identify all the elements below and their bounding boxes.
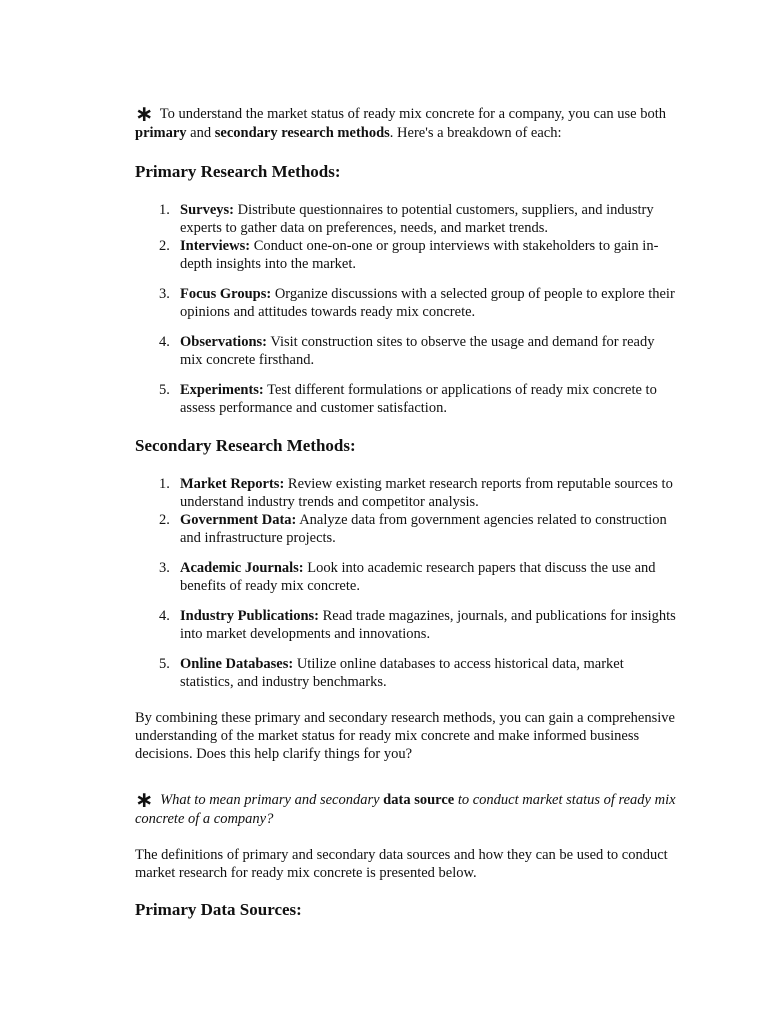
question-text-2: to conduct market status of ready mix concrete of a company? [135, 792, 676, 827]
list-term: Market Reports: [180, 476, 285, 492]
list-number: 5. [159, 656, 170, 672]
list-term: Focus Groups: [180, 286, 272, 302]
list-text: Analyze data from government agencies related to construction and infrastructure projects. [180, 512, 667, 546]
list-item [135, 381, 680, 417]
primary-methods-heading: Primary Research Methods: [135, 162, 341, 181]
list-number: 2. [159, 512, 170, 528]
list-number: 1. [159, 476, 170, 492]
primary-sources-heading: Primary Data Sources: [135, 900, 302, 919]
intro-bold-secondary: secondary research methods [214, 125, 390, 141]
list-text: Conduct one-on-one or group interviews with stakeholders to gain in-depth insights into the market. [180, 238, 659, 272]
list-term: Academic Journals: [180, 560, 304, 576]
intro-text-1: To understand the market status of ready mix concrete for a company, you can use both [156, 106, 666, 122]
list-term: Government Data: [180, 512, 297, 528]
list-item [135, 607, 680, 643]
question-bold-data-source: data source [383, 792, 455, 808]
list-item [135, 201, 680, 237]
list-number: 2. [159, 238, 170, 254]
list-item [135, 655, 680, 691]
list-number: 4. [159, 334, 170, 350]
list-item [135, 559, 680, 595]
list-item [135, 237, 680, 273]
asterisk-icon: ∗ [135, 102, 154, 127]
list-item [135, 333, 680, 369]
secondary-methods-list [135, 475, 680, 691]
list-number: 1. [159, 202, 170, 218]
list-text: Organize discussions with a selected group of people to explore their opinions and attitudes towards ready mix concrete. [180, 286, 675, 320]
list-item [135, 285, 680, 321]
list-term: Observations: [180, 334, 267, 350]
list-number: 3. [159, 560, 170, 576]
list-number: 4. [159, 608, 170, 624]
document-page [135, 102, 680, 939]
list-text: Review existing market research reports from reputable sources to understand industry trends and competitor analysis. [180, 476, 673, 510]
list-text: Visit construction sites to observe the usage and demand for ready mix concrete firsthand. [180, 334, 655, 368]
list-term: Experiments: [180, 382, 264, 398]
list-number: 3. [159, 286, 170, 302]
list-term: Online Databases: [180, 656, 294, 672]
list-term: Surveys: [180, 202, 234, 218]
list-text: Utilize online databases to access historical data, market statistics, and industry benchmarks. [180, 656, 624, 690]
closing-paragraph: By combining these primary and secondary research methods, you can gain a comprehensive understanding of the market status for ready mix concrete and make informed business decisions. Does this help clarify things for you? [135, 710, 675, 762]
list-text: Look into academic research papers that discuss the use and benefits of ready mix concrete. [180, 560, 656, 594]
list-item [135, 475, 680, 511]
intro-text-2: and [186, 125, 215, 141]
list-text: Read trade magazines, journals, and publications for insights into market developments and innovations. [180, 608, 676, 642]
asterisk-icon: ∗ [135, 788, 154, 813]
intro-paragraph [135, 102, 680, 142]
definitions-paragraph: The definitions of primary and secondary data sources and how they can be used to conduct market research for ready mix concrete is presented below. [135, 847, 668, 881]
intro-text-3: . Here's a breakdown of each: [389, 125, 562, 141]
question-paragraph [135, 788, 680, 828]
list-text: Test different formulations or applications of ready mix concrete to assess performance and customer satisfaction. [180, 382, 657, 416]
list-number: 5. [159, 382, 170, 398]
list-text: Distribute questionnaires to potential customers, suppliers, and industry experts to gather data on preferences, needs, and market trends. [180, 202, 654, 236]
question-text-1: What to mean primary and secondary [156, 792, 384, 808]
primary-methods-list [135, 201, 680, 417]
list-term: Industry Publications: [180, 608, 319, 624]
list-term: Interviews: [180, 238, 251, 254]
secondary-methods-heading: Secondary Research Methods: [135, 436, 356, 455]
intro-bold-primary: primary [135, 125, 187, 141]
list-item [135, 511, 680, 547]
